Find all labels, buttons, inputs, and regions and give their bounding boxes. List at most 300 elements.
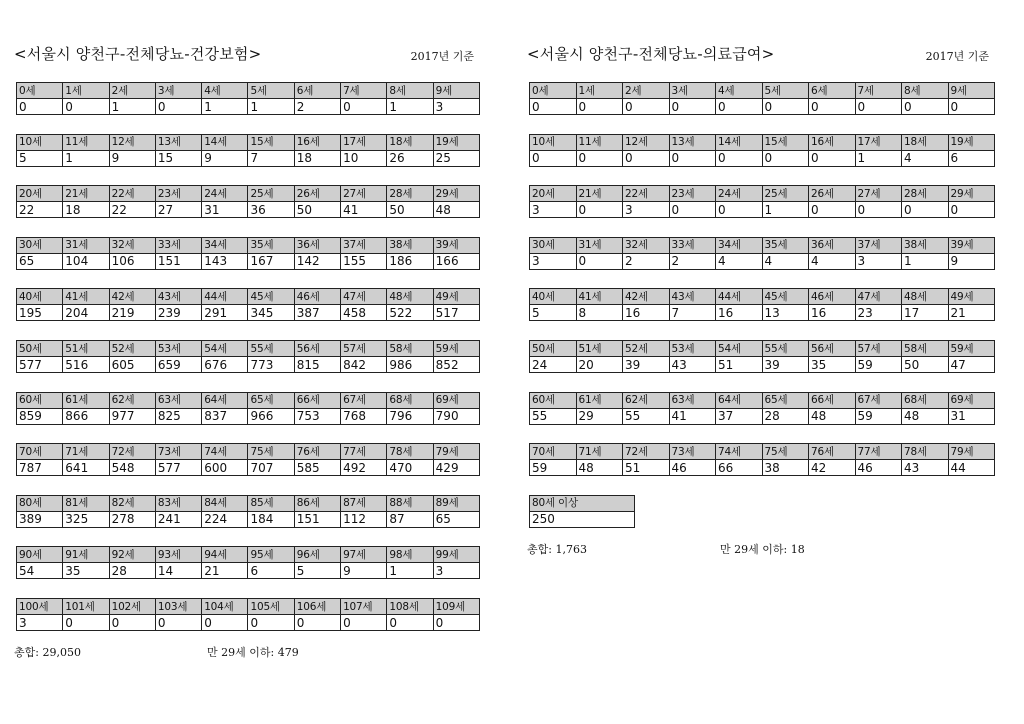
age-table bbox=[16, 443, 480, 476]
count-cell: 659 bbox=[155, 357, 201, 373]
age-label-cell: 31세 bbox=[576, 237, 623, 253]
count-cell: 0 bbox=[576, 99, 623, 115]
age-label-cell: 4세 bbox=[716, 83, 763, 99]
count-cell: 0 bbox=[716, 202, 763, 218]
age-label-cell: 2세 bbox=[623, 83, 670, 99]
age-label-cell: 37세 bbox=[855, 237, 902, 253]
age-label-cell: 72세 bbox=[109, 444, 155, 460]
age-label-cell: 89세 bbox=[433, 495, 479, 511]
count-cell: 585 bbox=[294, 460, 340, 476]
count-cell: 641 bbox=[63, 460, 109, 476]
age-label-cell: 58세 bbox=[387, 341, 433, 357]
count-cell: 239 bbox=[155, 305, 201, 321]
age-label-cell: 50세 bbox=[17, 341, 63, 357]
age-label-cell: 75세 bbox=[248, 444, 294, 460]
age-label-cell: 11세 bbox=[576, 134, 623, 150]
age-label-cell: 80세 이상 bbox=[530, 495, 635, 511]
age-label-cell: 86세 bbox=[294, 495, 340, 511]
count-cell: 387 bbox=[294, 305, 340, 321]
age-label-cell: 103세 bbox=[155, 599, 201, 615]
age-label-cell: 105세 bbox=[248, 599, 294, 615]
count-cell: 6 bbox=[948, 150, 995, 166]
count-cell: 0 bbox=[669, 99, 716, 115]
age-label-cell: 59세 bbox=[433, 341, 479, 357]
age-label-cell: 43세 bbox=[669, 289, 716, 305]
count-cell: 3 bbox=[855, 253, 902, 269]
age-label-cell: 10세 bbox=[530, 134, 577, 150]
count-cell: 1 bbox=[902, 253, 949, 269]
age-label-cell: 82세 bbox=[109, 495, 155, 511]
count-cell: 241 bbox=[155, 511, 201, 527]
count-cell: 46 bbox=[669, 460, 716, 476]
count-cell: 815 bbox=[294, 357, 340, 373]
age-label-cell: 31세 bbox=[63, 237, 109, 253]
count-cell: 65 bbox=[433, 511, 479, 527]
count-row bbox=[530, 511, 635, 527]
age-label-cell: 84세 bbox=[202, 495, 248, 511]
count-cell: 3 bbox=[433, 563, 479, 579]
count-cell: 548 bbox=[109, 460, 155, 476]
count-cell: 0 bbox=[762, 99, 809, 115]
count-cell: 470 bbox=[387, 460, 433, 476]
count-cell: 278 bbox=[109, 511, 155, 527]
age-label-cell: 76세 bbox=[809, 444, 856, 460]
count-cell: 54 bbox=[17, 563, 63, 579]
count-cell: 22 bbox=[109, 202, 155, 218]
age-label-cell: 32세 bbox=[623, 237, 670, 253]
age-label-cell: 17세 bbox=[341, 134, 387, 150]
age-label-cell: 32세 bbox=[109, 237, 155, 253]
age-label-cell: 65세 bbox=[248, 392, 294, 408]
age-label-cell: 97세 bbox=[341, 547, 387, 563]
age-label-cell: 35세 bbox=[762, 237, 809, 253]
age-label-row bbox=[17, 547, 480, 563]
age-table bbox=[529, 134, 995, 167]
age-label-cell: 35세 bbox=[248, 237, 294, 253]
age-table bbox=[16, 185, 480, 218]
age-label-row bbox=[17, 495, 480, 511]
age-label-cell: 14세 bbox=[716, 134, 763, 150]
count-row bbox=[17, 615, 480, 631]
age-label-cell: 55세 bbox=[248, 341, 294, 357]
age-label-cell: 34세 bbox=[716, 237, 763, 253]
count-cell: 39 bbox=[762, 357, 809, 373]
age-label-cell: 109세 bbox=[433, 599, 479, 615]
age-label-cell: 13세 bbox=[669, 134, 716, 150]
count-cell: 0 bbox=[576, 202, 623, 218]
age-label-cell: 65세 bbox=[762, 392, 809, 408]
count-cell: 866 bbox=[63, 408, 109, 424]
age-label-cell: 34세 bbox=[202, 237, 248, 253]
count-cell: 517 bbox=[433, 305, 479, 321]
age-label-cell: 52세 bbox=[109, 341, 155, 357]
count-cell: 837 bbox=[202, 408, 248, 424]
age-label-cell: 5세 bbox=[762, 83, 809, 99]
age-table bbox=[529, 288, 995, 321]
age-label-cell: 24세 bbox=[202, 186, 248, 202]
count-cell: 0 bbox=[669, 202, 716, 218]
count-cell: 38 bbox=[762, 460, 809, 476]
age-label-cell: 38세 bbox=[387, 237, 433, 253]
age-label-cell: 10세 bbox=[17, 134, 63, 150]
age-label-cell: 36세 bbox=[294, 237, 340, 253]
count-cell: 9 bbox=[341, 563, 387, 579]
count-cell: 41 bbox=[341, 202, 387, 218]
age-label-cell: 37세 bbox=[341, 237, 387, 253]
age-label-row bbox=[530, 341, 995, 357]
count-cell: 16 bbox=[809, 305, 856, 321]
count-cell: 10 bbox=[341, 150, 387, 166]
count-cell: 31 bbox=[202, 202, 248, 218]
count-cell: 4 bbox=[902, 150, 949, 166]
age-label-cell: 58세 bbox=[902, 341, 949, 357]
count-row bbox=[530, 150, 995, 166]
count-row bbox=[530, 253, 995, 269]
count-cell: 3 bbox=[17, 615, 63, 631]
age-label-cell: 44세 bbox=[716, 289, 763, 305]
count-cell: 4 bbox=[809, 253, 856, 269]
age-label-cell: 69세 bbox=[948, 392, 995, 408]
age-label-cell: 15세 bbox=[762, 134, 809, 150]
age-label-cell: 55세 bbox=[762, 341, 809, 357]
age-label-cell: 71세 bbox=[576, 444, 623, 460]
age-table bbox=[529, 392, 995, 425]
age-label-cell: 91세 bbox=[63, 547, 109, 563]
count-cell: 204 bbox=[63, 305, 109, 321]
age-label-cell: 76세 bbox=[294, 444, 340, 460]
count-cell: 707 bbox=[248, 460, 294, 476]
count-cell: 151 bbox=[155, 253, 201, 269]
count-cell: 1 bbox=[387, 563, 433, 579]
count-cell: 65 bbox=[17, 253, 63, 269]
age-label-cell: 24세 bbox=[716, 186, 763, 202]
count-cell: 20 bbox=[576, 357, 623, 373]
age-label-cell: 39세 bbox=[433, 237, 479, 253]
age-label-cell: 48세 bbox=[902, 289, 949, 305]
count-cell: 2 bbox=[623, 253, 670, 269]
count-cell: 166 bbox=[433, 253, 479, 269]
count-cell: 87 bbox=[387, 511, 433, 527]
count-cell: 1 bbox=[855, 150, 902, 166]
count-cell: 790 bbox=[433, 408, 479, 424]
count-cell: 5 bbox=[530, 305, 577, 321]
count-cell: 112 bbox=[341, 511, 387, 527]
count-cell: 753 bbox=[294, 408, 340, 424]
age-label-cell: 106세 bbox=[294, 599, 340, 615]
age-label-cell: 9세 bbox=[433, 83, 479, 99]
age-label-cell: 53세 bbox=[669, 341, 716, 357]
age-label-cell: 0세 bbox=[17, 83, 63, 99]
age-label-cell: 50세 bbox=[530, 341, 577, 357]
age-label-cell: 95세 bbox=[248, 547, 294, 563]
age-label-cell: 104세 bbox=[202, 599, 248, 615]
age-label-cell: 13세 bbox=[155, 134, 201, 150]
count-cell: 28 bbox=[762, 408, 809, 424]
count-cell: 27 bbox=[155, 202, 201, 218]
count-cell: 0 bbox=[433, 615, 479, 631]
count-cell: 0 bbox=[855, 202, 902, 218]
count-cell: 26 bbox=[387, 150, 433, 166]
age-label-cell: 3세 bbox=[155, 83, 201, 99]
count-cell: 9 bbox=[109, 150, 155, 166]
age-label-cell: 48세 bbox=[387, 289, 433, 305]
total-count: 총합: 1,763 bbox=[527, 543, 587, 556]
count-cell: 0 bbox=[576, 253, 623, 269]
age-label-cell: 64세 bbox=[202, 392, 248, 408]
count-cell: 48 bbox=[902, 408, 949, 424]
count-cell: 1 bbox=[387, 99, 433, 115]
age-label-cell: 29세 bbox=[433, 186, 479, 202]
count-cell: 5 bbox=[294, 563, 340, 579]
age-label-cell: 15세 bbox=[248, 134, 294, 150]
count-row bbox=[17, 150, 480, 166]
age-table bbox=[529, 82, 995, 115]
count-cell: 600 bbox=[202, 460, 248, 476]
count-cell: 51 bbox=[716, 357, 763, 373]
age-label-cell: 88세 bbox=[387, 495, 433, 511]
age-label-cell: 96세 bbox=[294, 547, 340, 563]
age-table bbox=[16, 546, 480, 579]
age-label-cell: 33세 bbox=[155, 237, 201, 253]
age-label-cell: 73세 bbox=[669, 444, 716, 460]
age-label-cell: 43세 bbox=[155, 289, 201, 305]
count-cell: 0 bbox=[623, 150, 670, 166]
age-label-cell: 38세 bbox=[902, 237, 949, 253]
age-label-cell: 72세 bbox=[623, 444, 670, 460]
age-label-cell: 22세 bbox=[109, 186, 155, 202]
basis-year: 2017년 기준 bbox=[410, 50, 474, 63]
age-label-cell: 42세 bbox=[623, 289, 670, 305]
age-label-cell: 42세 bbox=[109, 289, 155, 305]
age-label-cell: 1세 bbox=[63, 83, 109, 99]
age-label-cell: 47세 bbox=[855, 289, 902, 305]
count-cell: 325 bbox=[63, 511, 109, 527]
count-cell: 39 bbox=[623, 357, 670, 373]
count-row bbox=[530, 357, 995, 373]
count-cell: 0 bbox=[109, 615, 155, 631]
age-label-cell: 79세 bbox=[433, 444, 479, 460]
age-table bbox=[529, 185, 995, 218]
age-label-cell: 63세 bbox=[155, 392, 201, 408]
age-label-cell: 18세 bbox=[902, 134, 949, 150]
age-label-cell: 25세 bbox=[248, 186, 294, 202]
age-label-cell: 51세 bbox=[63, 341, 109, 357]
count-cell: 28 bbox=[109, 563, 155, 579]
count-cell: 0 bbox=[809, 202, 856, 218]
count-cell: 167 bbox=[248, 253, 294, 269]
count-row bbox=[17, 357, 480, 373]
age-label-cell: 41세 bbox=[63, 289, 109, 305]
count-cell: 3 bbox=[530, 253, 577, 269]
count-cell: 0 bbox=[762, 150, 809, 166]
age-label-cell: 101세 bbox=[63, 599, 109, 615]
age-label-cell: 7세 bbox=[855, 83, 902, 99]
count-cell: 195 bbox=[17, 305, 63, 321]
count-cell: 184 bbox=[248, 511, 294, 527]
age-label-cell: 68세 bbox=[902, 392, 949, 408]
age-label-cell: 26세 bbox=[809, 186, 856, 202]
age-label-cell: 29세 bbox=[948, 186, 995, 202]
panel-title: <서울시 양천구-전체당뇨-의료급여> bbox=[527, 45, 775, 63]
age-label-cell: 41세 bbox=[576, 289, 623, 305]
age-label-cell: 108세 bbox=[387, 599, 433, 615]
age-label-row bbox=[530, 495, 635, 511]
age-label-cell: 94세 bbox=[202, 547, 248, 563]
count-cell: 250 bbox=[530, 511, 635, 527]
age-label-cell: 21세 bbox=[63, 186, 109, 202]
age-label-cell: 23세 bbox=[669, 186, 716, 202]
count-cell: 24 bbox=[530, 357, 577, 373]
count-cell: 50 bbox=[387, 202, 433, 218]
count-cell: 0 bbox=[387, 615, 433, 631]
age-label-cell: 26세 bbox=[294, 186, 340, 202]
age-table bbox=[16, 82, 480, 115]
age-label-row bbox=[530, 392, 995, 408]
count-cell: 51 bbox=[623, 460, 670, 476]
age-label-cell: 1세 bbox=[576, 83, 623, 99]
age-label-cell: 107세 bbox=[341, 599, 387, 615]
count-cell: 21 bbox=[202, 563, 248, 579]
count-cell: 0 bbox=[948, 99, 995, 115]
count-cell: 143 bbox=[202, 253, 248, 269]
count-cell: 1 bbox=[63, 150, 109, 166]
panel-title: <서울시 양천구-전체당뇨-건강보험> bbox=[14, 45, 262, 63]
count-cell: 8 bbox=[576, 305, 623, 321]
age-table bbox=[16, 288, 480, 321]
count-row bbox=[17, 99, 480, 115]
age-label-cell: 63세 bbox=[669, 392, 716, 408]
count-row bbox=[17, 408, 480, 424]
count-cell: 1 bbox=[248, 99, 294, 115]
age-table bbox=[16, 340, 480, 373]
age-label-cell: 23세 bbox=[155, 186, 201, 202]
age-label-cell: 49세 bbox=[433, 289, 479, 305]
age-label-cell: 77세 bbox=[855, 444, 902, 460]
age-label-cell: 22세 bbox=[623, 186, 670, 202]
age-label-row bbox=[530, 444, 995, 460]
age-label-cell: 80세 bbox=[17, 495, 63, 511]
count-cell: 29 bbox=[576, 408, 623, 424]
age-table bbox=[529, 237, 995, 270]
age-label-cell: 39세 bbox=[948, 237, 995, 253]
age-label-cell: 62세 bbox=[623, 392, 670, 408]
count-cell: 0 bbox=[716, 150, 763, 166]
count-cell: 577 bbox=[17, 357, 63, 373]
age-label-cell: 12세 bbox=[109, 134, 155, 150]
age-label-cell: 56세 bbox=[809, 341, 856, 357]
count-cell: 458 bbox=[341, 305, 387, 321]
count-cell: 825 bbox=[155, 408, 201, 424]
count-cell: 35 bbox=[809, 357, 856, 373]
count-cell: 104 bbox=[63, 253, 109, 269]
count-cell: 773 bbox=[248, 357, 294, 373]
age-label-cell: 21세 bbox=[576, 186, 623, 202]
age-label-row bbox=[17, 186, 480, 202]
age-label-cell: 69세 bbox=[433, 392, 479, 408]
count-cell: 966 bbox=[248, 408, 294, 424]
age-label-cell: 3세 bbox=[669, 83, 716, 99]
count-cell: 7 bbox=[669, 305, 716, 321]
under-29-count: 만 29세 이하: 479 bbox=[207, 646, 299, 659]
count-cell: 17 bbox=[902, 305, 949, 321]
count-cell: 43 bbox=[669, 357, 716, 373]
count-cell: 23 bbox=[855, 305, 902, 321]
age-table bbox=[16, 392, 480, 425]
count-cell: 186 bbox=[387, 253, 433, 269]
age-label-cell: 12세 bbox=[623, 134, 670, 150]
count-cell: 55 bbox=[530, 408, 577, 424]
age-label-cell: 45세 bbox=[248, 289, 294, 305]
count-cell: 389 bbox=[17, 511, 63, 527]
age-label-row bbox=[17, 599, 480, 615]
count-cell: 345 bbox=[248, 305, 294, 321]
count-cell: 0 bbox=[855, 99, 902, 115]
count-row bbox=[530, 202, 995, 218]
count-cell: 5 bbox=[17, 150, 63, 166]
count-cell: 0 bbox=[669, 150, 716, 166]
age-label-row bbox=[17, 237, 480, 253]
count-cell: 37 bbox=[716, 408, 763, 424]
count-cell: 22 bbox=[17, 202, 63, 218]
age-label-cell: 14세 bbox=[202, 134, 248, 150]
count-cell: 1 bbox=[762, 202, 809, 218]
count-cell: 516 bbox=[63, 357, 109, 373]
age-label-cell: 67세 bbox=[341, 392, 387, 408]
basis-year: 2017년 기준 bbox=[925, 50, 989, 63]
count-cell: 25 bbox=[433, 150, 479, 166]
count-cell: 0 bbox=[530, 150, 577, 166]
count-cell: 0 bbox=[716, 99, 763, 115]
count-cell: 151 bbox=[294, 511, 340, 527]
count-cell: 0 bbox=[202, 615, 248, 631]
count-cell: 977 bbox=[109, 408, 155, 424]
age-label-cell: 70세 bbox=[530, 444, 577, 460]
age-label-cell: 30세 bbox=[530, 237, 577, 253]
age-table bbox=[529, 340, 995, 373]
age-label-cell: 99세 bbox=[433, 547, 479, 563]
count-row bbox=[17, 511, 480, 527]
count-cell: 0 bbox=[63, 615, 109, 631]
age-label-cell: 36세 bbox=[809, 237, 856, 253]
age-label-cell: 20세 bbox=[17, 186, 63, 202]
count-cell: 429 bbox=[433, 460, 479, 476]
count-cell: 0 bbox=[248, 615, 294, 631]
count-cell: 35 bbox=[63, 563, 109, 579]
count-cell: 15 bbox=[155, 150, 201, 166]
age-label-cell: 51세 bbox=[576, 341, 623, 357]
count-cell: 796 bbox=[387, 408, 433, 424]
age-label-cell: 52세 bbox=[623, 341, 670, 357]
age-label-cell: 100세 bbox=[17, 599, 63, 615]
under-29-count: 만 29세 이하: 18 bbox=[720, 543, 805, 556]
age-label-cell: 9세 bbox=[948, 83, 995, 99]
age-label-cell: 60세 bbox=[530, 392, 577, 408]
age-label-row bbox=[17, 444, 480, 460]
count-cell: 18 bbox=[294, 150, 340, 166]
count-cell: 59 bbox=[855, 357, 902, 373]
count-cell: 55 bbox=[623, 408, 670, 424]
age-label-cell: 2세 bbox=[109, 83, 155, 99]
count-cell: 852 bbox=[433, 357, 479, 373]
age-label-cell: 71세 bbox=[63, 444, 109, 460]
age-label-cell: 59세 bbox=[948, 341, 995, 357]
count-cell: 0 bbox=[809, 99, 856, 115]
count-cell: 0 bbox=[530, 99, 577, 115]
age-label-cell: 53세 bbox=[155, 341, 201, 357]
count-cell: 3 bbox=[530, 202, 577, 218]
age-label-cell: 49세 bbox=[948, 289, 995, 305]
age-label-cell: 19세 bbox=[948, 134, 995, 150]
